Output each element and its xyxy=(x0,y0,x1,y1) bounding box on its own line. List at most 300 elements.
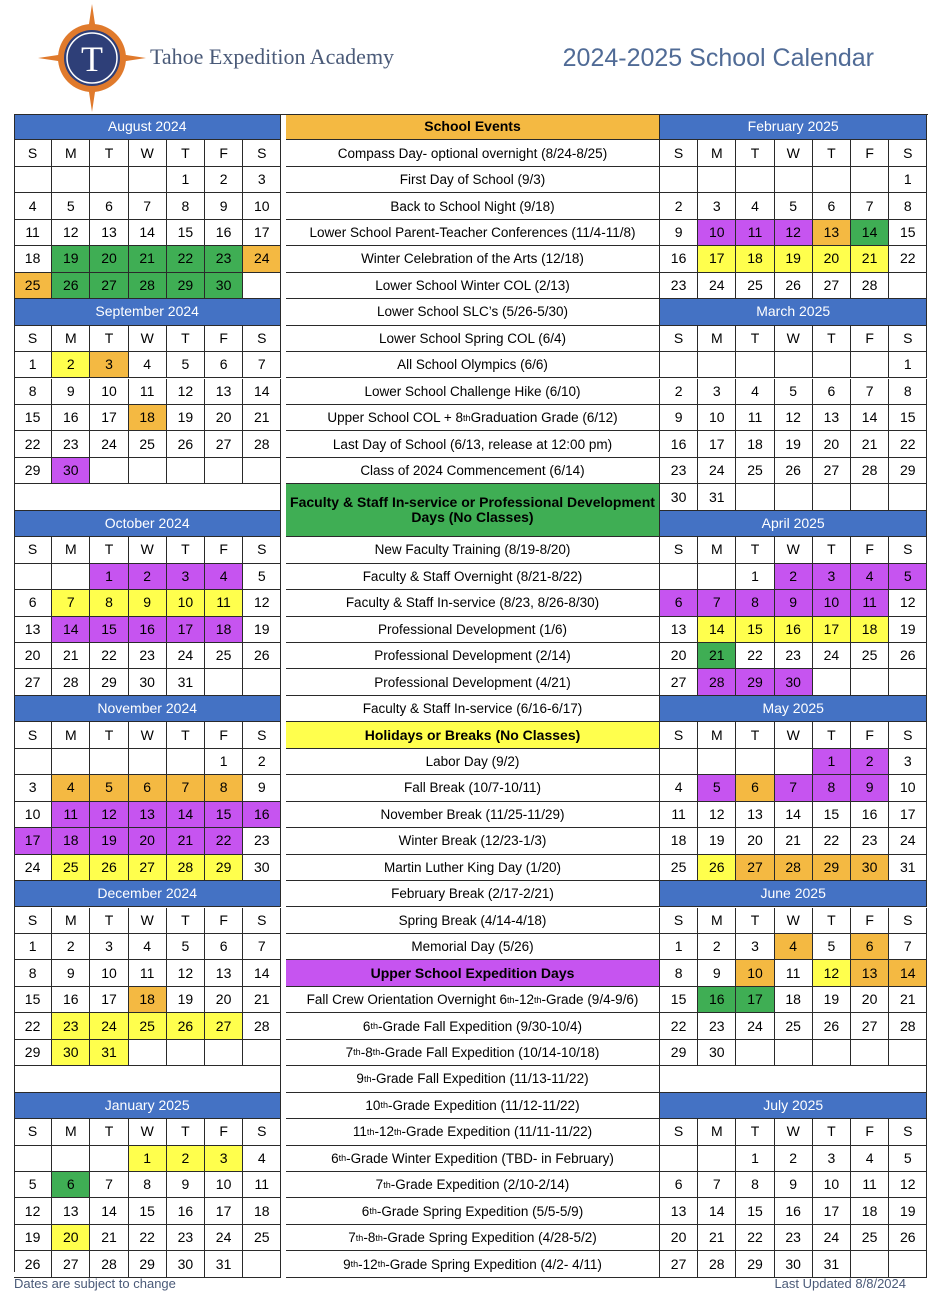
weekday-header: S xyxy=(889,908,927,934)
day-cell: 3 xyxy=(698,379,736,405)
day-cell: 17 xyxy=(698,246,736,272)
day-cell: 28 xyxy=(243,431,281,457)
day-cell: 19 xyxy=(813,987,851,1013)
day-cell: 10 xyxy=(90,960,128,986)
day-cell: 21 xyxy=(698,1225,736,1251)
weekday-header: M xyxy=(52,537,90,563)
day-cell: 7 xyxy=(52,590,90,616)
event-item: Professional Development (4/21) xyxy=(286,669,660,695)
day-cell: 31 xyxy=(889,855,927,881)
weekday-header: F xyxy=(851,908,889,934)
day-cell: 21 xyxy=(129,246,167,272)
day-cell: 5 xyxy=(698,775,736,801)
empty-day-cell xyxy=(205,1040,243,1066)
weekday-header: S xyxy=(243,140,281,166)
weekday-header: M xyxy=(698,537,736,563)
day-cell: 13 xyxy=(129,802,167,828)
day-cell: 11 xyxy=(205,590,243,616)
day-cell: 22 xyxy=(813,828,851,854)
day-cell: 2 xyxy=(243,749,281,775)
weekday-header: T xyxy=(90,1119,128,1145)
weekday-header: S xyxy=(243,1119,281,1145)
day-cell: 14 xyxy=(129,220,167,246)
day-cell: 22 xyxy=(736,1225,774,1251)
day-cell: 6 xyxy=(736,775,774,801)
weekday-header: S xyxy=(889,140,927,166)
day-cell: 16 xyxy=(775,617,813,643)
day-cell: 3 xyxy=(813,1146,851,1172)
day-cell: 17 xyxy=(243,220,281,246)
month-header: April 2025 xyxy=(660,511,927,537)
day-cell: 19 xyxy=(698,828,736,854)
day-cell: 13 xyxy=(52,1198,90,1224)
event-item: Fall Break (10/7-10/11) xyxy=(286,775,660,801)
weekday-header: S xyxy=(660,326,698,352)
day-cell: 9 xyxy=(851,775,889,801)
day-cell: 25 xyxy=(205,643,243,669)
weekday-header: T xyxy=(813,537,851,563)
day-cell: 8 xyxy=(14,960,52,986)
day-cell: 25 xyxy=(129,431,167,457)
day-cell: 10 xyxy=(813,1172,851,1198)
day-cell: 6 xyxy=(813,193,851,219)
day-cell: 28 xyxy=(775,855,813,881)
day-cell: 22 xyxy=(14,1013,52,1039)
school-name: Tahoe Expedition Academy xyxy=(150,44,395,69)
day-cell: 3 xyxy=(698,193,736,219)
day-cell: 21 xyxy=(851,431,889,457)
day-cell: 18 xyxy=(851,1198,889,1224)
day-cell: 14 xyxy=(851,220,889,246)
day-cell: 15 xyxy=(205,802,243,828)
day-cell: 26 xyxy=(167,1013,205,1039)
day-cell: 24 xyxy=(205,1225,243,1251)
weekday-header: S xyxy=(889,1119,927,1145)
day-cell: 3 xyxy=(736,934,774,960)
day-cell: 11 xyxy=(736,220,774,246)
event-item: Lower School Winter COL (2/13) xyxy=(286,273,660,299)
day-cell: 14 xyxy=(889,960,927,986)
day-cell: 18 xyxy=(205,617,243,643)
day-cell: 4 xyxy=(14,193,52,219)
day-cell: 8 xyxy=(889,379,927,405)
day-cell: 3 xyxy=(889,749,927,775)
day-cell: 8 xyxy=(129,1172,167,1198)
day-cell: 3 xyxy=(243,167,281,193)
day-cell: 2 xyxy=(851,749,889,775)
day-cell: 26 xyxy=(243,643,281,669)
day-cell: 21 xyxy=(52,643,90,669)
weekday-header: T xyxy=(167,908,205,934)
day-cell: 21 xyxy=(243,987,281,1013)
day-cell: 15 xyxy=(889,405,927,431)
event-item: First Day of School (9/3) xyxy=(286,167,660,193)
day-cell: 22 xyxy=(205,828,243,854)
day-cell: 7 xyxy=(698,590,736,616)
weekday-header: W xyxy=(129,326,167,352)
section-header: Holidays or Breaks (No Classes) xyxy=(286,722,660,748)
day-cell: 9 xyxy=(243,775,281,801)
empty-day-cell xyxy=(851,167,889,193)
day-cell: 20 xyxy=(813,246,851,272)
day-cell: 14 xyxy=(243,379,281,405)
day-cell: 16 xyxy=(52,987,90,1013)
weekday-header: M xyxy=(698,326,736,352)
day-cell: 12 xyxy=(52,220,90,246)
weekday-header: W xyxy=(129,722,167,748)
day-cell: 4 xyxy=(129,352,167,378)
day-cell: 28 xyxy=(167,855,205,881)
event-item: 10 th -Grade Expedition (11/12-11/22) xyxy=(286,1093,660,1119)
empty-day-cell xyxy=(813,352,851,378)
day-cell: 19 xyxy=(775,431,813,457)
day-cell: 15 xyxy=(167,220,205,246)
day-cell: 13 xyxy=(813,405,851,431)
day-cell: 21 xyxy=(243,405,281,431)
day-cell: 19 xyxy=(243,617,281,643)
weekday-header: W xyxy=(129,1119,167,1145)
day-cell: 30 xyxy=(52,458,90,484)
event-item: Spring Break (4/14-4/18) xyxy=(286,908,660,934)
day-cell: 3 xyxy=(90,352,128,378)
event-item: February Break (2/17-2/21) xyxy=(286,881,660,907)
day-cell: 10 xyxy=(14,802,52,828)
day-cell: 3 xyxy=(90,934,128,960)
weekday-header: S xyxy=(243,908,281,934)
empty-day-cell xyxy=(660,352,698,378)
day-cell: 12 xyxy=(243,590,281,616)
day-cell: 8 xyxy=(205,775,243,801)
event-item: Winter Break (12/23-1/3) xyxy=(286,828,660,854)
day-cell: 2 xyxy=(52,352,90,378)
day-cell: 10 xyxy=(736,960,774,986)
day-cell: 12 xyxy=(167,379,205,405)
svg-text:T: T xyxy=(81,39,103,79)
day-cell: 8 xyxy=(736,1172,774,1198)
day-cell: 17 xyxy=(14,828,52,854)
day-cell: 5 xyxy=(52,193,90,219)
empty-day-cell xyxy=(129,167,167,193)
day-cell: 16 xyxy=(52,405,90,431)
day-cell: 12 xyxy=(775,220,813,246)
day-cell: 24 xyxy=(90,1013,128,1039)
day-cell: 13 xyxy=(14,617,52,643)
day-cell: 8 xyxy=(14,379,52,405)
day-cell: 6 xyxy=(129,775,167,801)
day-cell: 16 xyxy=(775,1198,813,1224)
event-item: Professional Development (1/6) xyxy=(286,617,660,643)
day-cell: 27 xyxy=(736,855,774,881)
day-cell: 30 xyxy=(129,669,167,695)
day-cell: 10 xyxy=(698,405,736,431)
day-cell: 25 xyxy=(736,273,774,299)
day-cell: 6 xyxy=(851,934,889,960)
day-cell: 28 xyxy=(52,669,90,695)
day-cell: 22 xyxy=(167,246,205,272)
day-cell: 17 xyxy=(167,617,205,643)
day-cell: 15 xyxy=(736,1198,774,1224)
empty-day-cell xyxy=(698,1146,736,1172)
day-cell: 9 xyxy=(52,379,90,405)
day-cell: 20 xyxy=(660,1225,698,1251)
day-cell: 25 xyxy=(775,1013,813,1039)
day-cell: 26 xyxy=(775,458,813,484)
day-cell: 8 xyxy=(889,193,927,219)
day-cell: 8 xyxy=(736,590,774,616)
day-cell: 8 xyxy=(90,590,128,616)
event-item: Faculty & Staff Overnight (8/21-8/22) xyxy=(286,564,660,590)
day-cell: 4 xyxy=(851,1146,889,1172)
month-header: March 2025 xyxy=(660,299,927,325)
weekday-header: F xyxy=(851,326,889,352)
day-cell: 9 xyxy=(660,405,698,431)
weekday-header: T xyxy=(813,722,851,748)
day-cell: 2 xyxy=(129,564,167,590)
day-cell: 15 xyxy=(889,220,927,246)
day-cell: 19 xyxy=(90,828,128,854)
disclaimer: Dates are subject to change xyxy=(14,1276,176,1291)
day-cell: 28 xyxy=(698,669,736,695)
day-cell: 25 xyxy=(660,855,698,881)
weekday-header: F xyxy=(851,140,889,166)
weekday-header: W xyxy=(129,140,167,166)
event-item: 6 th -Grade Spring Expedition (5/5-5/9) xyxy=(286,1198,660,1224)
event-item: Faculty & Staff In-service (6/16-6/17) xyxy=(286,696,660,722)
weekday-header: S xyxy=(243,326,281,352)
day-cell: 7 xyxy=(167,775,205,801)
day-cell: 26 xyxy=(167,431,205,457)
day-cell: 29 xyxy=(736,669,774,695)
day-cell: 13 xyxy=(736,802,774,828)
weekday-header: S xyxy=(660,722,698,748)
day-cell: 29 xyxy=(889,458,927,484)
empty-day-cell xyxy=(889,1040,927,1066)
day-cell: 24 xyxy=(813,1225,851,1251)
day-cell: 4 xyxy=(660,775,698,801)
day-cell: 16 xyxy=(698,987,736,1013)
day-cell: 1 xyxy=(129,1146,167,1172)
day-cell: 1 xyxy=(90,564,128,590)
day-cell: 8 xyxy=(660,960,698,986)
weekday-header: W xyxy=(775,1119,813,1145)
day-cell: 1 xyxy=(736,564,774,590)
event-item: Compass Day- optional overnight (8/24-8/25) xyxy=(286,140,660,166)
weekday-header: T xyxy=(167,326,205,352)
empty-day-cell xyxy=(90,1146,128,1172)
day-cell: 27 xyxy=(851,1013,889,1039)
weekday-header: S xyxy=(889,722,927,748)
empty-day-cell xyxy=(90,749,128,775)
day-cell: 29 xyxy=(660,1040,698,1066)
day-cell: 21 xyxy=(90,1225,128,1251)
day-cell: 23 xyxy=(775,643,813,669)
day-cell: 22 xyxy=(736,643,774,669)
empty-day-cell xyxy=(660,1146,698,1172)
event-item: Upper School COL + 8 th Graduation Grade (6/12) xyxy=(286,405,660,431)
day-cell: 28 xyxy=(698,1251,736,1277)
day-cell: 17 xyxy=(813,1198,851,1224)
day-cell: 18 xyxy=(243,1198,281,1224)
day-cell: 11 xyxy=(52,802,90,828)
day-cell: 28 xyxy=(243,1013,281,1039)
day-cell: 10 xyxy=(698,220,736,246)
blank-row xyxy=(14,484,281,510)
weekday-header: M xyxy=(52,1119,90,1145)
day-cell: 19 xyxy=(52,246,90,272)
weekday-header: F xyxy=(205,1119,243,1145)
month-header: February 2025 xyxy=(660,114,927,140)
day-cell: 28 xyxy=(851,273,889,299)
weekday-header: S xyxy=(14,537,52,563)
day-cell: 14 xyxy=(52,617,90,643)
day-cell: 2 xyxy=(660,379,698,405)
day-cell: 6 xyxy=(52,1172,90,1198)
empty-day-cell xyxy=(736,1040,774,1066)
empty-day-cell xyxy=(167,749,205,775)
day-cell: 4 xyxy=(129,934,167,960)
day-cell: 30 xyxy=(851,855,889,881)
day-cell: 1 xyxy=(736,1146,774,1172)
day-cell: 11 xyxy=(851,590,889,616)
weekday-header: T xyxy=(90,537,128,563)
weekday-header: T xyxy=(90,908,128,934)
event-item: New Faculty Training (8/19-8/20) xyxy=(286,537,660,563)
weekday-header: M xyxy=(52,326,90,352)
day-cell: 18 xyxy=(52,828,90,854)
empty-day-cell xyxy=(14,749,52,775)
empty-day-cell xyxy=(243,1251,281,1277)
day-cell: 7 xyxy=(129,193,167,219)
day-cell: 5 xyxy=(889,564,927,590)
day-cell: 12 xyxy=(889,1172,927,1198)
weekday-header: T xyxy=(90,722,128,748)
weekday-header: T xyxy=(736,722,774,748)
day-cell: 25 xyxy=(851,1225,889,1251)
day-cell: 18 xyxy=(851,617,889,643)
day-cell: 14 xyxy=(243,960,281,986)
weekday-header: S xyxy=(660,140,698,166)
event-item: November Break (11/25-11/29) xyxy=(286,802,660,828)
weekday-header: T xyxy=(167,140,205,166)
day-cell: 6 xyxy=(205,934,243,960)
day-cell: 22 xyxy=(90,643,128,669)
event-item: Martin Luther King Day (1/20) xyxy=(286,855,660,881)
weekday-header: F xyxy=(205,908,243,934)
weekday-header: W xyxy=(775,537,813,563)
day-cell: 5 xyxy=(167,352,205,378)
weekday-header: T xyxy=(736,1119,774,1145)
day-cell: 5 xyxy=(90,775,128,801)
day-cell: 19 xyxy=(889,617,927,643)
day-cell: 27 xyxy=(14,669,52,695)
event-item: 7 th -8 th -Grade Fall Expedition (10/14-10/18) xyxy=(286,1040,660,1066)
day-cell: 1 xyxy=(660,934,698,960)
empty-day-cell xyxy=(889,669,927,695)
empty-day-cell xyxy=(736,167,774,193)
day-cell: 17 xyxy=(205,1198,243,1224)
empty-day-cell xyxy=(736,352,774,378)
event-item: 6 th -Grade Winter Expedition (TBD- in February) xyxy=(286,1146,660,1172)
day-cell: 26 xyxy=(698,855,736,881)
event-item: Lower School Spring COL (6/4) xyxy=(286,326,660,352)
weekday-header: M xyxy=(698,722,736,748)
day-cell: 20 xyxy=(129,828,167,854)
day-cell: 4 xyxy=(243,1146,281,1172)
day-cell: 20 xyxy=(851,987,889,1013)
day-cell: 13 xyxy=(660,1198,698,1224)
day-cell: 6 xyxy=(660,590,698,616)
day-cell: 18 xyxy=(736,246,774,272)
day-cell: 24 xyxy=(736,1013,774,1039)
weekday-header: F xyxy=(205,326,243,352)
empty-day-cell xyxy=(52,564,90,590)
day-cell: 2 xyxy=(205,167,243,193)
day-cell: 25 xyxy=(14,273,52,299)
empty-day-cell xyxy=(889,1251,927,1277)
weekday-header: T xyxy=(813,1119,851,1145)
day-cell: 7 xyxy=(243,934,281,960)
weekday-header: W xyxy=(775,140,813,166)
day-cell: 23 xyxy=(775,1225,813,1251)
day-cell: 28 xyxy=(851,458,889,484)
day-cell: 2 xyxy=(660,193,698,219)
empty-day-cell xyxy=(129,1040,167,1066)
day-cell: 14 xyxy=(698,1198,736,1224)
day-cell: 28 xyxy=(129,273,167,299)
day-cell: 7 xyxy=(698,1172,736,1198)
weekday-header: T xyxy=(813,908,851,934)
day-cell: 5 xyxy=(14,1172,52,1198)
day-cell: 13 xyxy=(851,960,889,986)
weekday-header: T xyxy=(736,537,774,563)
day-cell: 30 xyxy=(660,484,698,510)
month-header: January 2025 xyxy=(14,1093,281,1119)
day-cell: 16 xyxy=(660,431,698,457)
empty-day-cell xyxy=(205,669,243,695)
day-cell: 13 xyxy=(660,617,698,643)
section-header: Upper School Expedition Days xyxy=(286,960,660,986)
day-cell: 21 xyxy=(889,987,927,1013)
day-cell: 24 xyxy=(813,643,851,669)
day-cell: 27 xyxy=(90,273,128,299)
day-cell: 12 xyxy=(90,802,128,828)
day-cell: 10 xyxy=(90,379,128,405)
page-header xyxy=(0,0,944,114)
weekday-header: T xyxy=(90,326,128,352)
day-cell: 16 xyxy=(167,1198,205,1224)
weekday-header: W xyxy=(775,722,813,748)
weekday-header: S xyxy=(14,908,52,934)
weekday-header: T xyxy=(736,326,774,352)
weekday-header: M xyxy=(698,140,736,166)
day-cell: 15 xyxy=(660,987,698,1013)
day-cell: 17 xyxy=(889,802,927,828)
empty-day-cell xyxy=(698,749,736,775)
day-cell: 5 xyxy=(243,564,281,590)
day-cell: 3 xyxy=(14,775,52,801)
day-cell: 25 xyxy=(129,1013,167,1039)
day-cell: 11 xyxy=(243,1172,281,1198)
empty-day-cell xyxy=(243,273,281,299)
day-cell: 25 xyxy=(243,1225,281,1251)
day-cell: 18 xyxy=(660,828,698,854)
day-cell: 11 xyxy=(775,960,813,986)
weekday-header: W xyxy=(129,537,167,563)
event-item: Back to School Night (9/18) xyxy=(286,193,660,219)
day-cell: 15 xyxy=(90,617,128,643)
day-cell: 5 xyxy=(775,379,813,405)
weekday-header: F xyxy=(851,1119,889,1145)
